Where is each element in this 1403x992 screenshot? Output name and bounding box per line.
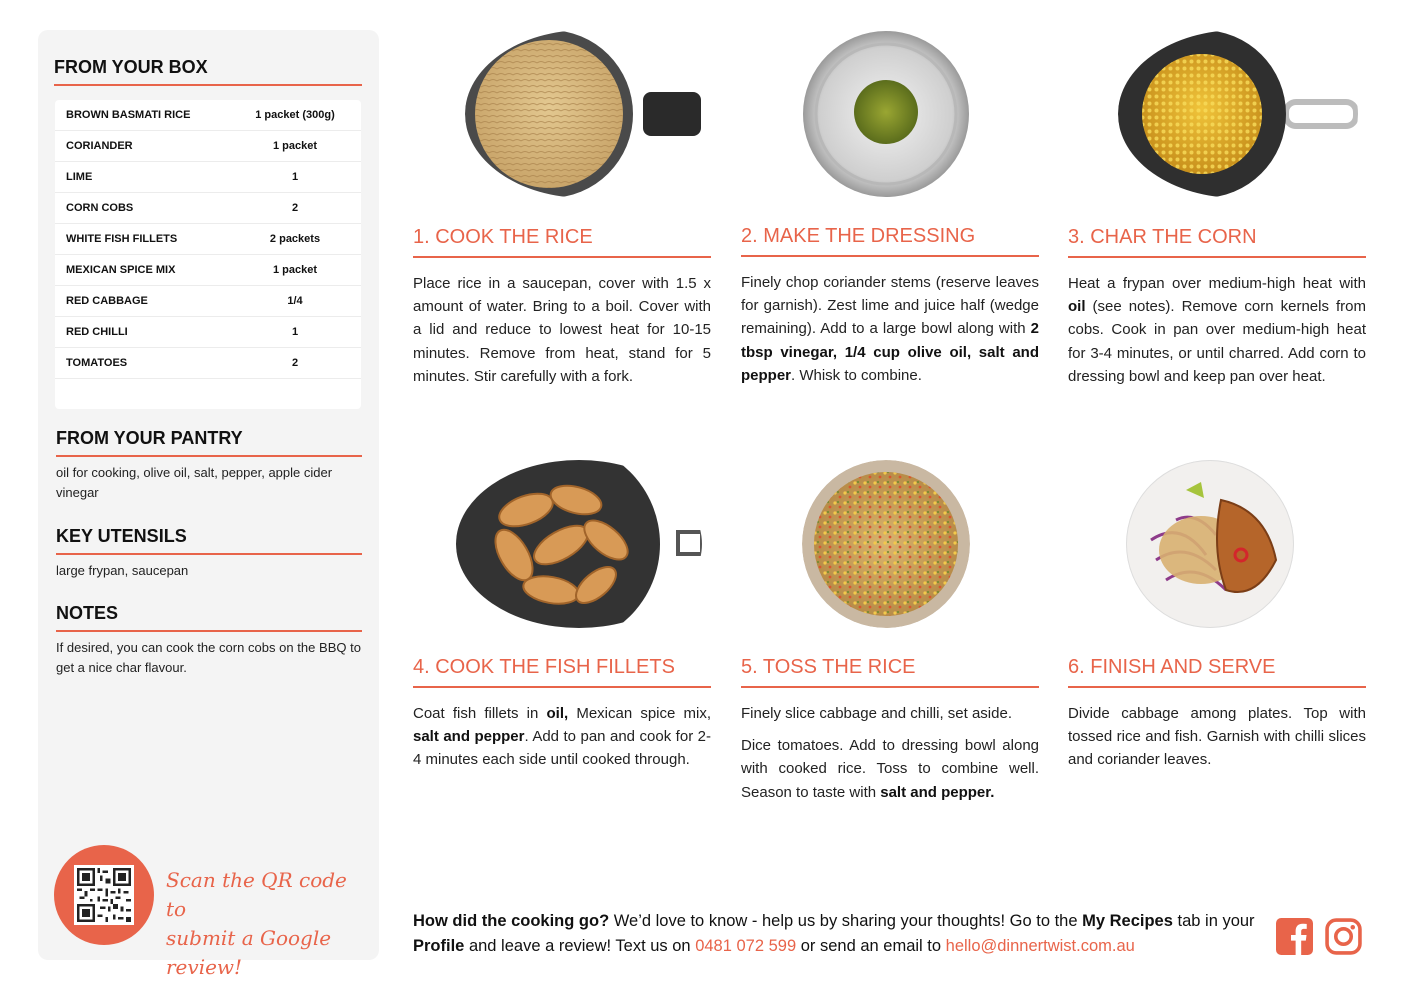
ingredient-name: BROWN BASMATI RICE [66,109,191,121]
step-text-bold: 2 tbsp vinegar, 1/4 cup olive oil, salt and pepper [741,320,1039,384]
step-title: 3. CHAR THE CORN [1068,226,1366,258]
ingredient-qty: 2 packets [269,233,321,245]
ingredient-qty: 2 [291,357,299,369]
table-row [55,348,361,379]
step-body [413,272,711,388]
qr-caption [166,866,366,982]
step-6 [1068,656,1366,772]
footer-text: or send an email to [796,937,946,955]
from-your-pantry-title: FROM YOUR PANTRY [56,428,362,457]
step-title: 6. FINISH AND SERVE [1068,656,1366,688]
step-3 [1068,226,1366,388]
step-text-bold: oil, [546,705,569,722]
step-body [741,702,1039,804]
table-row [55,317,361,348]
step-body [741,271,1039,387]
ingredient-name: TOMATOES [66,357,128,369]
ingredient-qty: 1 [291,326,299,338]
step-body [413,702,711,772]
footer-text: tab in your [1172,912,1255,930]
phone-link[interactable]: 0481 072 599 [695,937,797,955]
step-text: Finely chop coriander stems (reserve leaves for garnish). Zest lime and juice half (wedge remaining). Add to a large bowl along with [741,274,1039,338]
ingredient-name: RED CHILLI [66,326,128,338]
profile-label: Profile [413,937,465,955]
step-title: 2. MAKE THE DRESSING [741,225,1039,257]
ingredient-qty: 1 packet (300g) [255,109,335,121]
step-text-bold: salt and pepper. [880,783,995,801]
step-title: 1. COOK THE RICE [413,226,711,258]
step-text: . Whisk to combine. [791,366,922,384]
qr-code-icon[interactable] [74,865,134,925]
step-body [1068,272,1366,388]
notes-title: NOTES [56,603,362,632]
ingredient-name: CORN COBS [66,202,134,214]
facebook-icon[interactable] [1276,918,1313,955]
ingredient-qty: 2 [291,202,299,214]
key-utensils-title: KEY UTENSILS [56,526,362,555]
from-your-box-title: FROM YOUR BOX [54,57,362,86]
qr-badge [54,845,154,945]
ingredient-qty: 1 packet [272,264,318,276]
step-text: . Add to pan and cook for 2-4 minutes each side until cooked through. [413,728,712,769]
ingredient-qty: 1 packet [272,140,318,152]
step-text: Heat a frypan over medium-high heat with [1068,275,1366,292]
ingredient-name: CORIANDER [66,140,133,152]
instagram-icon[interactable] [1325,918,1362,955]
pantry-text: oil for cooking, olive oil, salt, pepper, apple cider vinegar [56,465,333,500]
table-row [55,255,361,286]
ingredient-qty: 1/4 [287,295,303,307]
table-row [55,131,361,162]
ingredient-name: LIME [66,171,93,183]
footer-question: How did the cooking go? [413,912,610,930]
step-title: 4. COOK THE FISH FILLETS [413,656,711,688]
ingredient-qty: 1 [291,171,299,183]
table-row [55,286,361,317]
step-text: (see notes). Remove corn kernels from cobs. Cook in pan over medium-high heat for 3-4 minutes, or until charred. Add corn to dressing bowl and keep pan over heat. [1068,298,1366,385]
ingredient-name: MEXICAN SPICE MIX [66,264,176,276]
ingredient-name: RED CABBAGE [66,295,148,307]
step-1 [413,226,711,388]
ingredients-table [55,100,361,409]
step-text: Place rice in a saucepan, cover with 1.5 x amount of water. Bring to a boil. Cover with a lid and reduce to lowest heat for 10-15 minutes. Remove from heat, stand for 5 minutes. Stir carefully with a fork. [413,275,711,385]
rice-saucepan-photo [465,30,705,198]
tossed-rice-photo [802,460,970,628]
my-recipes-label: My Recipes [1082,912,1173,930]
step-5 [741,656,1039,804]
step-title: 5. TOSS THE RICE [741,656,1039,688]
step-text: Finely slice cabbage and chilli, set aside. [741,705,1012,722]
table-row [55,162,361,193]
ingredient-name: WHITE FISH FILLETS [66,233,178,245]
step-text: Mexican spice mix, [568,705,712,722]
step-text-bold: oil [1068,298,1086,316]
plated-dish-photo [1126,460,1294,628]
step-body [1068,702,1366,772]
utensils-text: large frypan, saucepan [56,563,189,578]
qr-caption-line: submit a Google review! [166,926,332,979]
notes-text: If desired, you can cook the corn cobs on the BBQ to get a nice char flavour. [56,640,361,675]
step-2 [741,225,1039,387]
email-link[interactable]: hello@dinnertwist.com.au [945,937,1135,955]
fish-frypan-photo [456,460,702,628]
table-row [55,224,361,255]
table-row [55,100,361,131]
footer-text: We’d love to know - help us by sharing your thoughts! Go to the [609,912,1083,930]
step-text: Dice tomatoes. Add to dressing bowl along with cooked rice. Toss to combine well. Season to taste with [741,737,1039,801]
dressing-bowl-photo [802,30,970,198]
step-4 [413,656,711,772]
qr-caption-line: Scan the QR code to [166,868,347,921]
step-text-bold: salt and pepper [413,728,525,746]
table-row [55,193,361,224]
sidebar [38,30,379,979]
footer-text: and leave a review! Text us on [464,937,696,955]
corn-frypan-photo [1118,30,1358,198]
step-text: Divide cabbage among plates. Top with tossed rice and fish. Garnish with chilli slices and coriander leaves. [1068,705,1366,769]
step-text: Coat fish fillets in [413,705,547,722]
feedback-footer [413,909,1263,959]
